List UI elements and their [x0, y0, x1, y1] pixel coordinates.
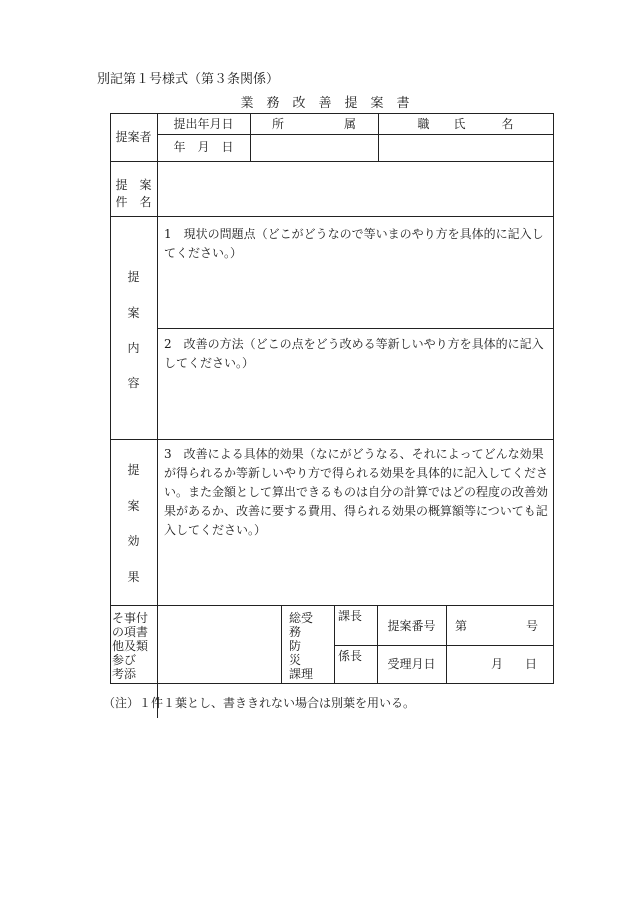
- subsection-chief-label: 係長: [338, 649, 363, 663]
- subject-label: 提 案 件 名: [115, 178, 152, 209]
- effect-item: 3 改善による具体的効果（なにがどうなる、それによってどんな効果が得られるか等新しいやり方で得られる効果を具体的に記入してください。また金額として算出できるものは自分の計算ではどの程度の改善効果があるか、改善に要する費用、得られる効果の概算額等についても記入してください。）: [164, 447, 549, 537]
- effect-label-2: 案: [127, 499, 140, 513]
- subject-field[interactable]: [158, 162, 553, 216]
- affiliation-header: 所 属: [271, 117, 356, 131]
- name-field[interactable]: [379, 135, 553, 161]
- form-id: 別記第１号様式（第３条関係）: [97, 72, 280, 87]
- other-references-field[interactable]: [158, 606, 281, 683]
- content-label-4: 容: [127, 376, 140, 390]
- proposal-number-suffix: 号: [526, 619, 539, 633]
- effect-label-4: 果: [127, 570, 140, 584]
- receiving-dept-label: 総受 務 防 災 課理: [289, 611, 314, 681]
- other-references-label: そ事付 の項書 他及類 参び 考添: [112, 611, 149, 681]
- effect-label-1: 提: [127, 463, 140, 477]
- received-date-label: 受理月日: [387, 657, 436, 671]
- form-title: 業 務 改 善 提 案 書: [240, 96, 410, 111]
- proposal-number-label: 提案番号: [387, 619, 436, 633]
- content-label-2: 案: [127, 306, 140, 320]
- content-label-1: 提: [127, 270, 140, 284]
- content-item-1: 1 現状の問題点（どこがどうなので等いまのやり方を具体的に記入してください。）: [164, 227, 544, 260]
- footnote: （注）１件１葉とし、書ききれない場合は別葉を用いる。: [103, 696, 416, 710]
- proposer-label: 提案者: [115, 130, 152, 144]
- received-month: 月: [491, 657, 504, 671]
- received-day: 日: [525, 657, 538, 671]
- effect-label-3: 効: [127, 534, 140, 548]
- content-label-3: 内: [127, 341, 140, 355]
- name-header: 職 氏 名: [417, 117, 514, 131]
- submit-date-header: 提出年月日: [173, 117, 234, 131]
- affiliation-field[interactable]: [251, 135, 378, 161]
- submit-date-value: 年 月 日: [173, 140, 234, 154]
- proposal-number-prefix: 第: [455, 619, 468, 633]
- section-chief-label: 課長: [338, 609, 363, 623]
- content-item-2: 2 改善の方法（どこの点をどう改める等新しいやり方を具体的に記入してください。）: [164, 337, 544, 370]
